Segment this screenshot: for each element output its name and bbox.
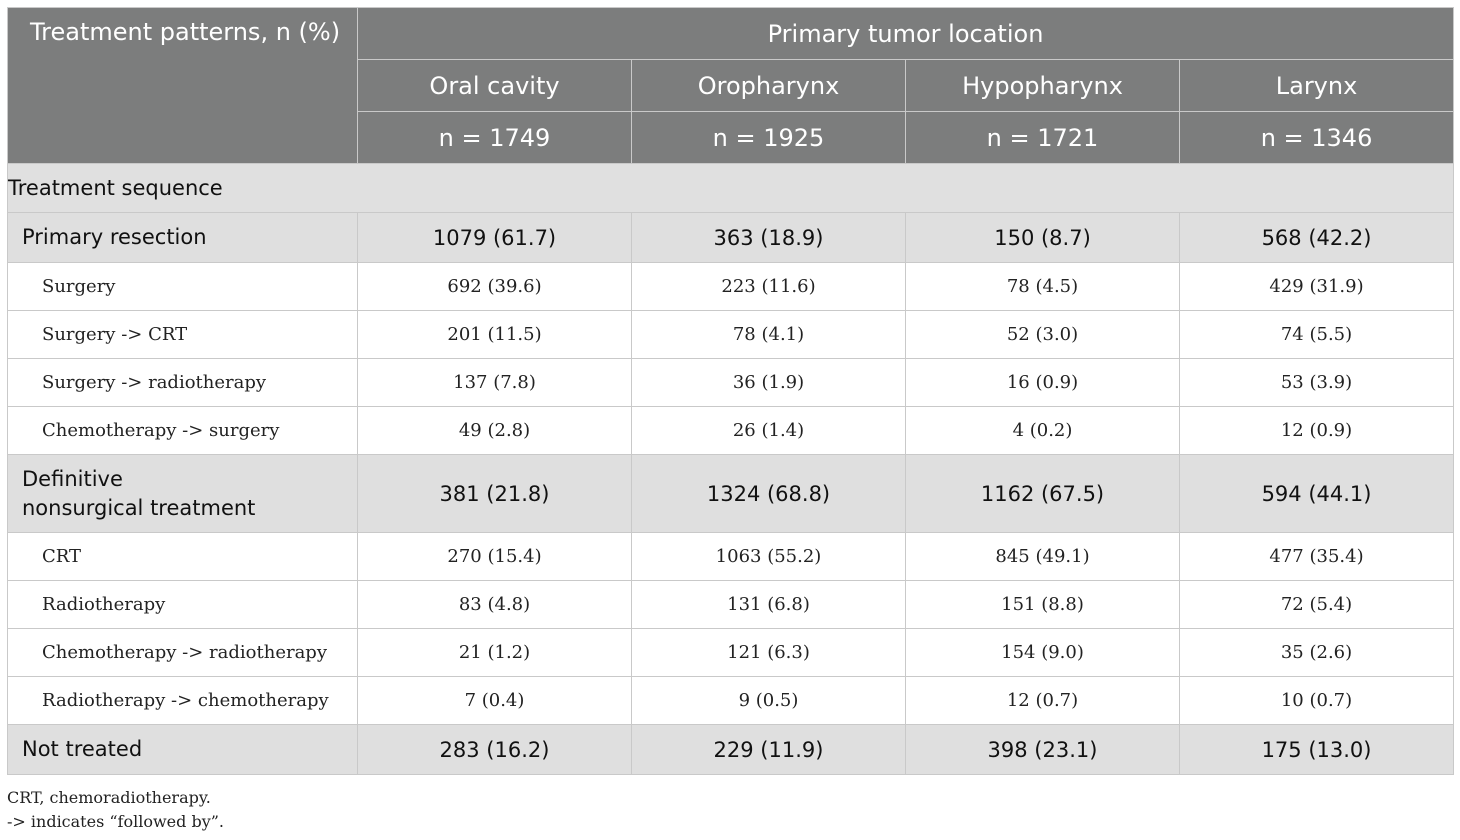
column-n-oral-cavity: n = 1749 <box>358 112 632 164</box>
table-cell: 10 (0.7) <box>1180 677 1454 725</box>
table-row <box>8 581 1454 629</box>
table-cell: 21 (1.2) <box>358 629 632 677</box>
table-row <box>8 629 1454 677</box>
group-label-line1: Definitive <box>22 466 123 491</box>
table-cell: 35 (2.6) <box>1180 629 1454 677</box>
table-cell: 121 (6.3) <box>632 629 906 677</box>
table-cell: 283 (16.2) <box>358 725 632 775</box>
table-cell: 229 (11.9) <box>632 725 906 775</box>
column-header-oropharynx: Oropharynx <box>632 60 906 112</box>
table-cell: 594 (44.1) <box>1180 455 1454 533</box>
table-cell: 1079 (61.7) <box>358 213 632 263</box>
table-cell: 150 (8.7) <box>906 213 1180 263</box>
table-cell: 53 (3.9) <box>1180 359 1454 407</box>
section-row <box>8 164 1454 213</box>
footnote: -> indicates “followed by”. <box>7 812 225 831</box>
section-label: Treatment sequence <box>8 164 1454 213</box>
row-label: Chemotherapy -> surgery <box>8 407 358 455</box>
table-cell: 201 (11.5) <box>358 311 632 359</box>
group-label-line2: nonsurgical treatment <box>22 495 256 520</box>
table-cell: 845 (49.1) <box>906 533 1180 581</box>
table-cell: 692 (39.6) <box>358 263 632 311</box>
table-cell: 151 (8.8) <box>906 581 1180 629</box>
table-cell: 49 (2.8) <box>358 407 632 455</box>
table-cell: 78 (4.5) <box>906 263 1180 311</box>
table-cell: 398 (23.1) <box>906 725 1180 775</box>
table-cell: 72 (5.4) <box>1180 581 1454 629</box>
column-n-hypopharynx: n = 1721 <box>906 112 1180 164</box>
table-cell: 9 (0.5) <box>632 677 906 725</box>
row-label: Surgery -> radiotherapy <box>8 359 358 407</box>
table-cell: 16 (0.9) <box>906 359 1180 407</box>
table-cell: 36 (1.9) <box>632 359 906 407</box>
table-row <box>8 533 1454 581</box>
table-cell: 4 (0.2) <box>906 407 1180 455</box>
row-label: Chemotherapy -> radiotherapy <box>8 629 358 677</box>
table-cell: 154 (9.0) <box>906 629 1180 677</box>
table-cell: 26 (1.4) <box>632 407 906 455</box>
table-cell: 1162 (67.5) <box>906 455 1180 533</box>
table-row <box>8 677 1454 725</box>
corner-header: Treatment patterns, n (%) <box>8 8 358 164</box>
table-cell: 1324 (68.8) <box>632 455 906 533</box>
row-label: Radiotherapy -> chemotherapy <box>8 677 358 725</box>
table-cell: 131 (6.8) <box>632 581 906 629</box>
table-cell: 74 (5.5) <box>1180 311 1454 359</box>
row-label: Surgery <box>8 263 358 311</box>
group-label <box>8 455 358 533</box>
row-label: Surgery -> CRT <box>8 311 358 359</box>
table-row <box>8 407 1454 455</box>
table-row <box>8 359 1454 407</box>
table-footnotes <box>7 786 224 834</box>
table-cell: 175 (13.0) <box>1180 725 1454 775</box>
table-cell: 78 (4.1) <box>632 311 906 359</box>
table-cell: 1063 (55.2) <box>632 533 906 581</box>
table-cell: 477 (35.4) <box>1180 533 1454 581</box>
table-row <box>8 311 1454 359</box>
column-header-larynx: Larynx <box>1180 60 1454 112</box>
row-label: Radiotherapy <box>8 581 358 629</box>
table-cell: 12 (0.9) <box>1180 407 1454 455</box>
table-cell: 568 (42.2) <box>1180 213 1454 263</box>
column-header-hypopharynx: Hypopharynx <box>906 60 1180 112</box>
treatment-patterns-table <box>7 7 1454 775</box>
group-row-definitive <box>8 455 1454 533</box>
group-header: Primary tumor location <box>358 8 1454 60</box>
table-row <box>8 263 1454 311</box>
table-cell: 83 (4.8) <box>358 581 632 629</box>
table-cell: 223 (11.6) <box>632 263 906 311</box>
table-cell: 137 (7.8) <box>358 359 632 407</box>
group-row-primary-resection <box>8 213 1454 263</box>
group-row-not-treated <box>8 725 1454 775</box>
table-cell: 429 (31.9) <box>1180 263 1454 311</box>
table-cell: 7 (0.4) <box>358 677 632 725</box>
table-cell: 270 (15.4) <box>358 533 632 581</box>
table-cell: 12 (0.7) <box>906 677 1180 725</box>
row-label: CRT <box>8 533 358 581</box>
column-n-larynx: n = 1346 <box>1180 112 1454 164</box>
footnote: CRT, chemoradiotherapy. <box>7 788 211 807</box>
table-cell: 363 (18.9) <box>632 213 906 263</box>
column-n-oropharynx: n = 1925 <box>632 112 906 164</box>
group-label: Primary resection <box>8 213 358 263</box>
column-header-oral-cavity: Oral cavity <box>358 60 632 112</box>
table-cell: 381 (21.8) <box>358 455 632 533</box>
table-cell: 52 (3.0) <box>906 311 1180 359</box>
group-label: Not treated <box>8 725 358 775</box>
